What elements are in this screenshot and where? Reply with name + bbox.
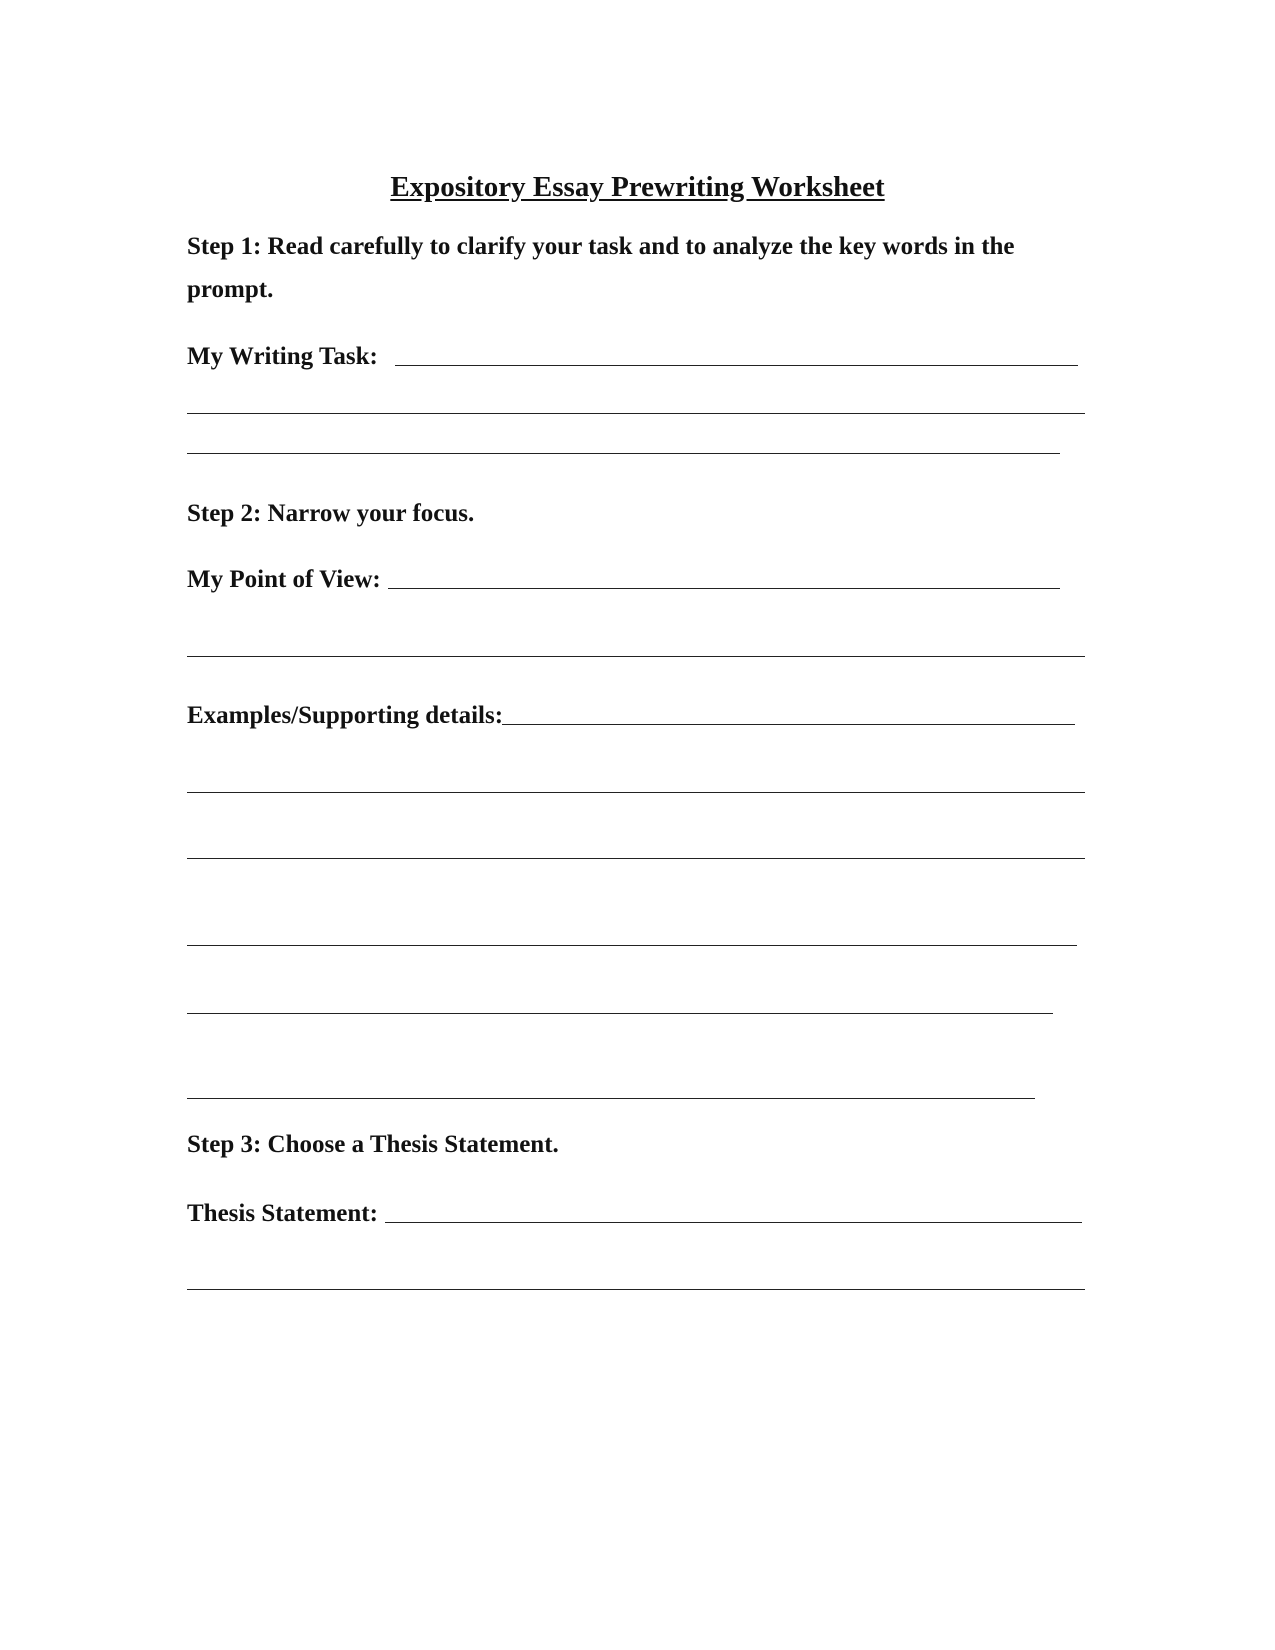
thesis-statement-line-1[interactable] [385,1222,1082,1223]
examples-line-5[interactable] [187,1013,1053,1014]
writing-task-label: My Writing Task: [187,343,378,370]
thesis-statement-line-2[interactable] [187,1289,1085,1290]
examples-line-4[interactable] [187,945,1077,946]
point-of-view-label: My Point of View: [187,566,381,593]
worksheet-title: Expository Essay Prewriting Worksheet [390,171,885,203]
point-of-view-line-2[interactable] [187,656,1085,657]
writing-task-line-1[interactable] [395,365,1078,366]
step3-heading: Step 3: Choose a Thesis Statement. [187,1131,559,1158]
examples-label: Examples/Supporting details: [187,702,504,729]
step1-heading-line2: prompt. [187,276,274,303]
examples-line-2[interactable] [187,792,1085,793]
thesis-statement-label: Thesis Statement: [187,1200,378,1227]
examples-line-6[interactable] [187,1098,1035,1099]
examples-line-1[interactable] [502,724,1075,725]
examples-line-3[interactable] [187,858,1085,859]
step2-heading: Step 2: Narrow your focus. [187,500,475,527]
writing-task-line-2[interactable] [187,413,1085,414]
point-of-view-line-1[interactable] [388,588,1060,589]
writing-task-line-3[interactable] [187,453,1060,454]
step1-heading-line1: Step 1: Read carefully to clarify your task and to analyze the key words in the [187,233,1015,260]
